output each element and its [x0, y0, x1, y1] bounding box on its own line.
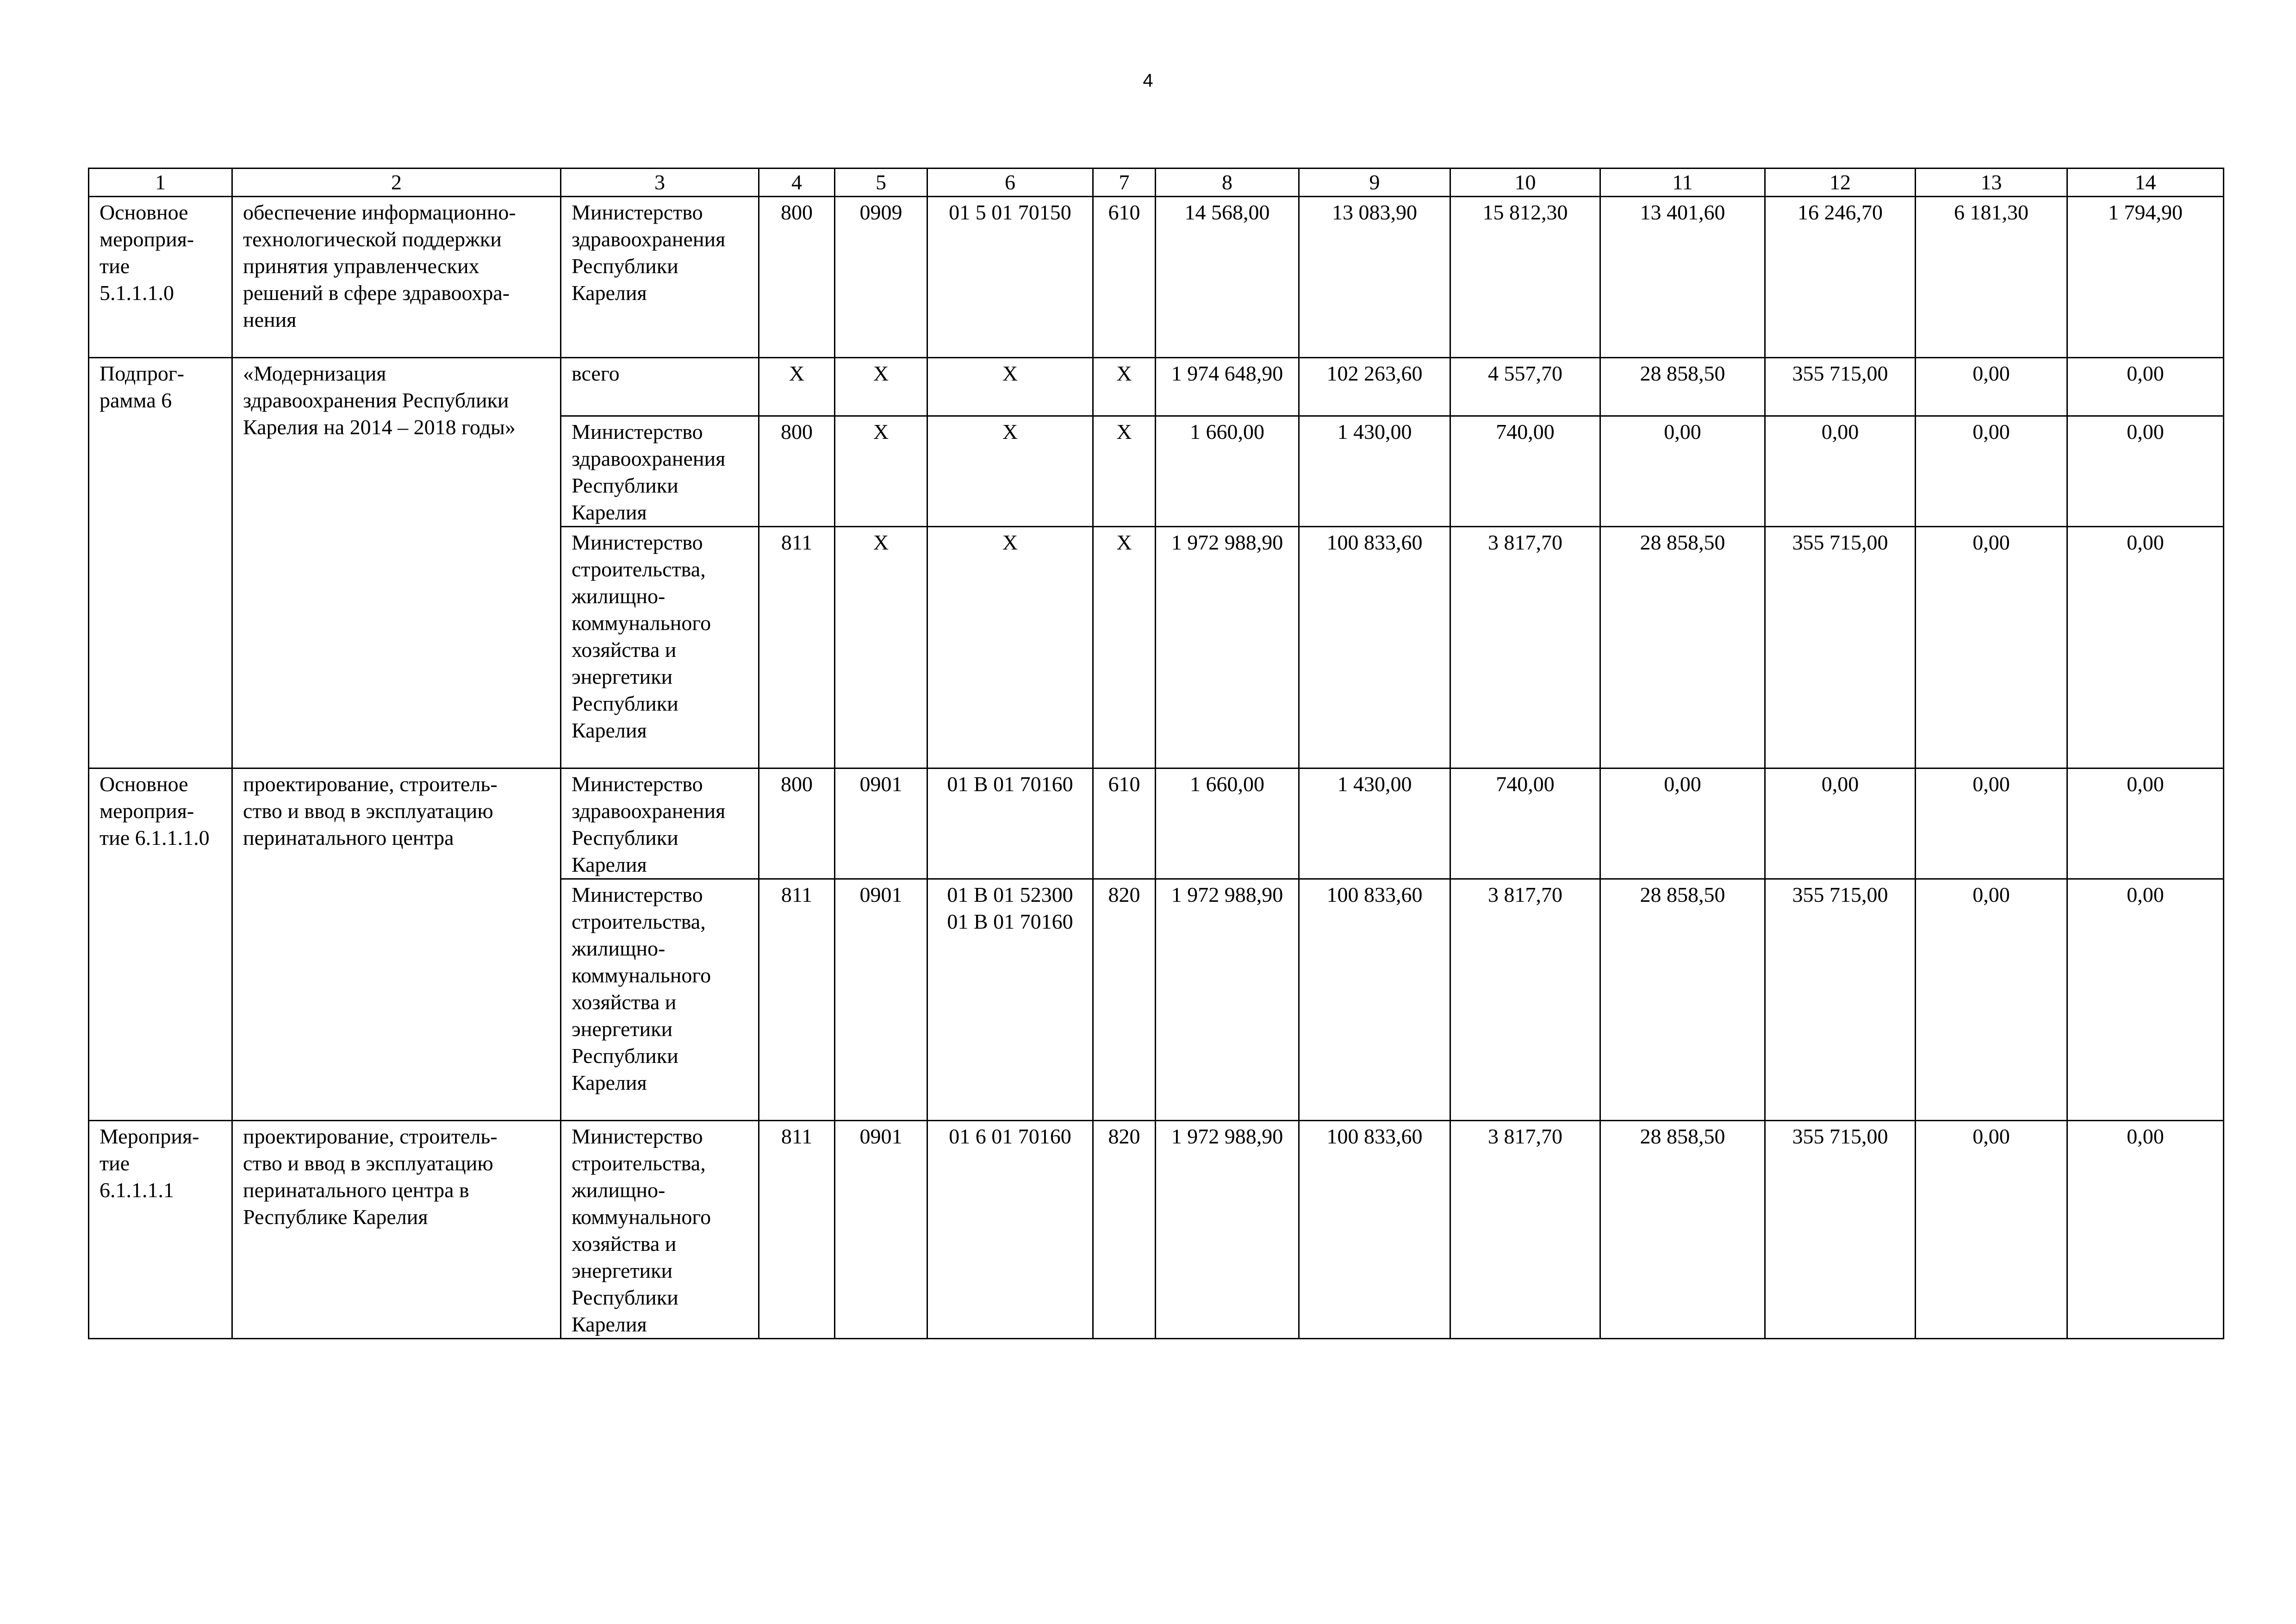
- row-code-cell: [89, 197, 232, 358]
- text-line: Карелия на 2014 – 2018 годы»: [243, 415, 516, 439]
- amount-cell: 14 568,00: [1156, 197, 1299, 358]
- text-line: 5.1.1.1.0: [100, 281, 174, 305]
- expense-type-cell: Х: [1093, 527, 1156, 768]
- expense-type-cell: 610: [1093, 768, 1156, 879]
- text-line: Карелия: [572, 1071, 647, 1094]
- section-cell: 0901: [835, 768, 927, 879]
- amount-cell: 102 263,60: [1299, 358, 1450, 416]
- section-cell: 0901: [835, 879, 927, 1121]
- text-line: Министерство: [572, 772, 703, 796]
- text-line: коммунального: [572, 963, 711, 987]
- text-line: энергетики: [572, 1259, 673, 1282]
- amount-cell: 3 817,70: [1450, 1121, 1600, 1339]
- amount-cell: 13 083,90: [1299, 197, 1450, 358]
- text-line: хозяйства и: [572, 1232, 677, 1255]
- header-cell: 12: [1765, 169, 1916, 197]
- section-cell: Х: [835, 527, 927, 768]
- text-line: рамма 6: [100, 388, 172, 412]
- grbs-cell: Х: [759, 358, 835, 416]
- text-line: Х: [1002, 362, 1018, 385]
- header-cell: 14: [2067, 169, 2224, 197]
- section-cell: Х: [835, 358, 927, 416]
- target-article-cell: [927, 1121, 1093, 1339]
- grbs-cell: 811: [759, 879, 835, 1121]
- amount-cell: 0,00: [2067, 879, 2224, 1121]
- grbs-cell: 800: [759, 416, 835, 527]
- amount-cell: 100 833,60: [1299, 1121, 1450, 1339]
- text-line: строительства,: [572, 910, 706, 933]
- amount-cell: 0,00: [2067, 1121, 2224, 1339]
- text-line: Республики: [572, 254, 678, 278]
- text-line: мероприя-: [100, 227, 194, 251]
- row-name-cell: [232, 768, 561, 1121]
- executor-cell: [561, 358, 759, 416]
- header-cell: 11: [1600, 169, 1765, 197]
- text-line: Карелия: [572, 718, 647, 742]
- header-cell: 1: [89, 169, 232, 197]
- target-article-cell: [927, 527, 1093, 768]
- amount-cell: 1 794,90: [2067, 197, 2224, 358]
- amount-cell: 1 430,00: [1299, 768, 1450, 879]
- text-line: Министерство: [572, 420, 703, 443]
- text-line: жилищно-: [572, 1178, 666, 1202]
- amount-cell: 0,00: [1916, 358, 2067, 416]
- text-line: 01 6 01 70160: [949, 1124, 1071, 1148]
- amount-cell: 0,00: [1765, 416, 1916, 527]
- header-cell: 4: [759, 169, 835, 197]
- text-line: здравоохранения: [572, 799, 726, 823]
- amount-cell: 3 817,70: [1450, 879, 1600, 1121]
- text-line: Основное: [100, 200, 188, 224]
- text-line: обеспечение информационно-: [243, 200, 516, 224]
- executor-cell: [561, 197, 759, 358]
- text-line: Министерство: [572, 883, 703, 906]
- section-cell: 0901: [835, 1121, 927, 1339]
- amount-cell: 1 972 988,90: [1156, 879, 1299, 1121]
- table-row: [89, 768, 2224, 879]
- text-line: Х: [1002, 420, 1018, 443]
- expense-type-cell: 820: [1093, 1121, 1156, 1339]
- text-line: проектирование, строитель-: [243, 772, 498, 796]
- text-line: Карелия: [572, 853, 647, 876]
- grbs-cell: 800: [759, 197, 835, 358]
- row-name-cell: [232, 197, 561, 358]
- amount-cell: 0,00: [1600, 416, 1765, 527]
- expense-type-cell: 820: [1093, 879, 1156, 1121]
- amount-cell: 0,00: [1765, 768, 1916, 879]
- table-header-row: [89, 169, 2224, 197]
- text-line: тие 6.1.1.1.0: [100, 826, 210, 849]
- text-line: Министерство: [572, 531, 703, 554]
- amount-cell: 0,00: [1916, 879, 2067, 1121]
- table-row: [89, 1121, 2224, 1339]
- amount-cell: 28 858,50: [1600, 1121, 1765, 1339]
- text-line: Республики: [572, 826, 678, 849]
- amount-cell: 0,00: [1916, 1121, 2067, 1339]
- header-cell: 8: [1156, 169, 1299, 197]
- text-line: технологической поддержки: [243, 227, 502, 251]
- text-line: Карелия: [572, 500, 647, 524]
- amount-cell: 355 715,00: [1765, 879, 1916, 1121]
- amount-cell: 6 181,30: [1916, 197, 2067, 358]
- amount-cell: 1 972 988,90: [1156, 1121, 1299, 1339]
- header-cell: 6: [927, 169, 1093, 197]
- text-line: здравоохранения Республики: [243, 388, 509, 412]
- text-line: 01 В 01 70160: [947, 772, 1073, 796]
- amount-cell: 15 812,30: [1450, 197, 1600, 358]
- expense-type-cell: 610: [1093, 197, 1156, 358]
- executor-cell: [561, 416, 759, 527]
- text-line: «Модернизация: [243, 362, 386, 385]
- text-line: Основное: [100, 772, 188, 796]
- text-line: строительства,: [572, 557, 706, 581]
- amount-cell: 740,00: [1450, 768, 1600, 879]
- row-code-cell: [89, 358, 232, 768]
- text-line: Х: [1002, 531, 1018, 554]
- row-code-cell: [89, 1121, 232, 1339]
- executor-cell: [561, 768, 759, 879]
- text-line: Карелия: [572, 1312, 647, 1336]
- header-cell: 13: [1916, 169, 2067, 197]
- amount-cell: 1 660,00: [1156, 416, 1299, 527]
- text-line: Республики: [572, 474, 678, 497]
- amount-cell: 4 557,70: [1450, 358, 1600, 416]
- text-line: всего: [572, 362, 620, 385]
- text-line: проектирование, строитель-: [243, 1124, 498, 1148]
- text-line: строительства,: [572, 1151, 706, 1175]
- text-line: Республики: [572, 692, 678, 715]
- text-line: Мероприя-: [100, 1124, 199, 1148]
- text-line: решений в сфере здравоохра-: [243, 281, 510, 305]
- text-line: ство и ввод в эксплуатацию: [243, 1151, 493, 1175]
- text-line: жилищно-: [572, 937, 666, 960]
- target-article-cell: [927, 416, 1093, 527]
- amount-cell: 355 715,00: [1765, 358, 1916, 416]
- text-line: принятия управленческих: [243, 254, 479, 278]
- header-cell: 2: [232, 169, 561, 197]
- amount-cell: 28 858,50: [1600, 527, 1765, 768]
- amount-cell: 1 974 648,90: [1156, 358, 1299, 416]
- amount-cell: 355 715,00: [1765, 527, 1916, 768]
- amount-cell: 0,00: [1916, 416, 2067, 527]
- text-line: Карелия: [572, 281, 647, 305]
- text-line: здравоохранения: [572, 227, 726, 251]
- table-row: [89, 358, 2224, 416]
- text-line: 01 В 01 70160: [947, 910, 1073, 933]
- text-line: нения: [243, 308, 297, 331]
- header-cell: 10: [1450, 169, 1600, 197]
- grbs-cell: 811: [759, 527, 835, 768]
- grbs-cell: 800: [759, 768, 835, 879]
- text-line: коммунального: [572, 611, 711, 635]
- section-cell: 0909: [835, 197, 927, 358]
- executor-cell: [561, 1121, 759, 1339]
- text-line: коммунального: [572, 1205, 711, 1229]
- text-line: Министерство: [572, 1124, 703, 1148]
- header-cell: 7: [1093, 169, 1156, 197]
- amount-cell: 0,00: [2067, 416, 2224, 527]
- text-line: хозяйства и: [572, 990, 677, 1014]
- expense-type-cell: Х: [1093, 358, 1156, 416]
- amount-cell: 0,00: [1600, 768, 1765, 879]
- amount-cell: 0,00: [2067, 527, 2224, 768]
- text-line: тие: [100, 254, 130, 278]
- amount-cell: 100 833,60: [1299, 527, 1450, 768]
- target-article-cell: [927, 768, 1093, 879]
- header-cell: 3: [561, 169, 759, 197]
- amount-cell: 100 833,60: [1299, 879, 1450, 1121]
- amount-cell: 0,00: [1916, 527, 2067, 768]
- text-line: Республике Карелия: [243, 1205, 428, 1229]
- budget-table: [88, 168, 2224, 1339]
- target-article-cell: [927, 197, 1093, 358]
- text-line: перинатального центра: [243, 826, 454, 849]
- row-code-cell: [89, 768, 232, 1121]
- amount-cell: 355 715,00: [1765, 1121, 1916, 1339]
- amount-cell: 1 660,00: [1156, 768, 1299, 879]
- amount-cell: 28 858,50: [1600, 358, 1765, 416]
- amount-cell: 0,00: [2067, 768, 2224, 879]
- text-line: перинатального центра в: [243, 1178, 469, 1202]
- text-line: Республики: [572, 1286, 678, 1309]
- row-name-cell: [232, 358, 561, 768]
- text-line: 01 В 01 52300: [947, 883, 1073, 906]
- target-article-cell: [927, 358, 1093, 416]
- text-line: Республики: [572, 1044, 678, 1068]
- row-name-cell: [232, 1121, 561, 1339]
- amount-cell: 1 972 988,90: [1156, 527, 1299, 768]
- amount-cell: 0,00: [1916, 768, 2067, 879]
- header-cell: 9: [1299, 169, 1450, 197]
- text-line: мероприя-: [100, 799, 194, 823]
- text-line: жилищно-: [572, 584, 666, 608]
- text-line: Подпрог-: [100, 362, 185, 385]
- executor-cell: [561, 879, 759, 1121]
- amount-cell: 1 430,00: [1299, 416, 1450, 527]
- text-line: энергетики: [572, 1017, 673, 1041]
- amount-cell: 28 858,50: [1600, 879, 1765, 1121]
- amount-cell: 3 817,70: [1450, 527, 1600, 768]
- expense-type-cell: Х: [1093, 416, 1156, 527]
- text-line: 6.1.1.1.1: [100, 1178, 174, 1202]
- header-cell: 5: [835, 169, 927, 197]
- target-article-cell: [927, 879, 1093, 1121]
- text-line: здравоохранения: [572, 447, 726, 470]
- amount-cell: 740,00: [1450, 416, 1600, 527]
- amount-cell: 13 401,60: [1600, 197, 1765, 358]
- grbs-cell: 811: [759, 1121, 835, 1339]
- amount-cell: 16 246,70: [1765, 197, 1916, 358]
- text-line: 01 5 01 70150: [949, 200, 1071, 224]
- table-row: [89, 197, 2224, 358]
- text-line: Министерство: [572, 200, 703, 224]
- text-line: ство и ввод в эксплуатацию: [243, 799, 493, 823]
- executor-cell: [561, 527, 759, 768]
- text-line: энергетики: [572, 665, 673, 688]
- text-line: хозяйства и: [572, 638, 677, 662]
- page-number: 4: [1143, 70, 1153, 91]
- amount-cell: 0,00: [2067, 358, 2224, 416]
- text-line: тие: [100, 1151, 130, 1175]
- section-cell: Х: [835, 416, 927, 527]
